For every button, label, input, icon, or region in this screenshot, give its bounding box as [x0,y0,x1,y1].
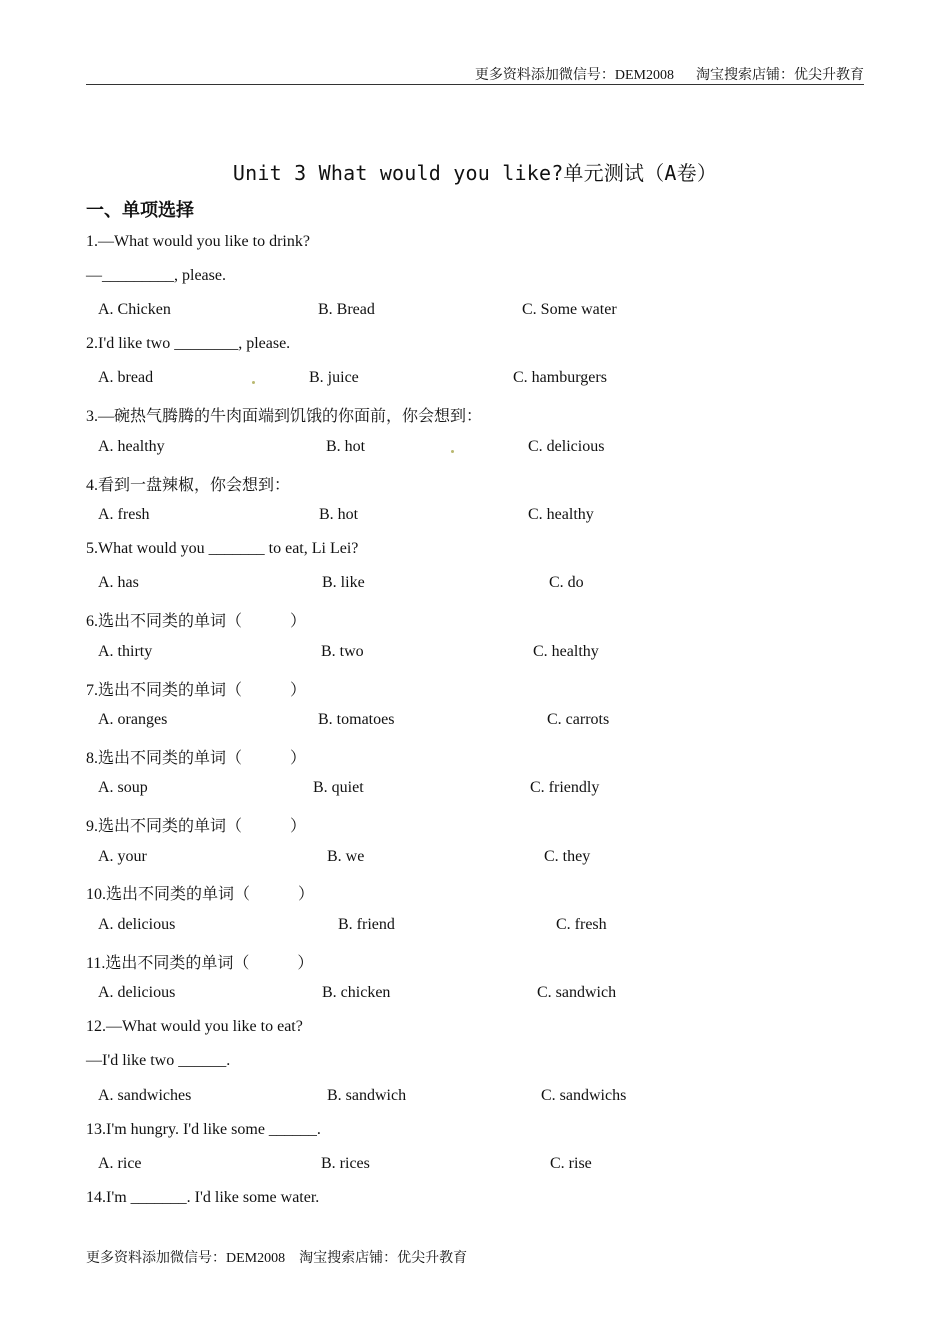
q6-option-b: B. two [321,643,364,660]
page-header [86,64,864,85]
q7-option-b: B. tomatoes [318,711,395,728]
question-13-stem: 13.I'm hungry. I'd like some ______. [86,1121,321,1138]
question-12-answer-line: —I'd like two ______. [86,1052,231,1069]
question-4-stem: 4.看到一盘辣椒，你会想到： [86,477,291,494]
footer-wechat: 更多资料添加微信号：DEM2008 [86,1251,286,1266]
q13-option-b: B. rices [321,1155,370,1172]
q4-option-b: B. hot [319,506,359,523]
q2-option-b: B. juice [309,369,359,386]
question-2-stem: 2.I'd like two ________, please. [86,335,291,352]
question-11-stem: 11.选出不同类的单词（ ） [86,955,314,972]
q7-option-c: C. carrots [547,711,610,728]
q3-option-c: C. delicious [528,438,605,455]
q4-option-c: C. healthy [528,506,594,523]
question-8-stem: 8.选出不同类的单词（ ） [86,750,307,767]
question-10-stem: 10.选出不同类的单词（ ） [86,886,315,903]
q9-option-a: A. your [98,848,147,865]
footer-shop: 淘宝搜索店铺：优尖升教育 [299,1251,468,1266]
q1-option-a: A. Chicken [98,301,171,318]
q10-option-a: A. delicious [98,916,176,933]
q10-option-c: C. fresh [556,916,607,933]
q12-option-b: B. sandwich [327,1087,407,1104]
q4-option-a: A. fresh [98,506,150,523]
q3-option-a: A. healthy [98,438,165,455]
q6-option-c: C. healthy [533,643,599,660]
q1-option-b: B. Bread [318,301,375,318]
question-6-stem: 6.选出不同类的单词（ ） [86,613,307,630]
q10-option-b: B. friend [338,916,395,933]
q5-option-b: B. like [322,574,365,591]
q8-option-a: A. soup [98,779,148,796]
q3-option-b: B. hot [326,438,366,455]
q8-option-b: B. quiet [313,779,364,796]
section-title: 一、单项选择 [86,200,194,221]
question-5-stem: 5.What would you _______ to eat, Li Lei? [86,540,359,557]
q9-option-b: B. we [327,848,365,865]
question-9-stem: 9.选出不同类的单词（ ） [86,818,307,835]
q2-option-a: A. bread [98,369,154,386]
question-1-stem: 1.—What would you like to drink? [86,233,310,250]
q1-option-c: C. Some water [522,301,617,318]
q11-option-c: C. sandwich [537,984,617,1001]
question-1-answer-line: —_________, please. [86,267,226,284]
q5-option-c: C. do [549,574,584,591]
scan-dot [252,381,255,384]
q7-option-a: A. oranges [98,711,168,728]
q2-option-c: C. hamburgers [513,369,607,386]
q11-option-a: A. delicious [98,984,176,1001]
q8-option-c: C. friendly [530,779,600,796]
header-shop: 淘宝搜索店铺：优尖升教育 [696,68,864,83]
question-12-stem: 12.—What would you like to eat? [86,1018,303,1035]
page-title: Unit 3 What would you like?单元测试（A卷） [232,161,718,185]
question-7-stem: 7.选出不同类的单词（ ） [86,682,307,699]
question-3-stem: 3.—碗热气腾腾的牛肉面端到饥饿的你面前，你会想到： [86,408,483,425]
question-14-stem: 14.I'm _______. I'd like some water. [86,1189,320,1206]
q5-option-a: A. has [98,574,139,591]
q12-option-c: C. sandwichs [541,1087,627,1104]
q13-option-c: C. rise [550,1155,592,1172]
q13-option-a: A. rice [98,1155,142,1172]
scan-dot [451,450,454,453]
page-footer [86,1247,467,1267]
q11-option-b: B. chicken [322,984,391,1001]
q9-option-c: C. they [544,848,591,865]
header-wechat: 更多资料添加微信号：DEM2008 [474,68,674,83]
q12-option-a: A. sandwiches [98,1087,192,1104]
q6-option-a: A. thirty [98,643,153,660]
